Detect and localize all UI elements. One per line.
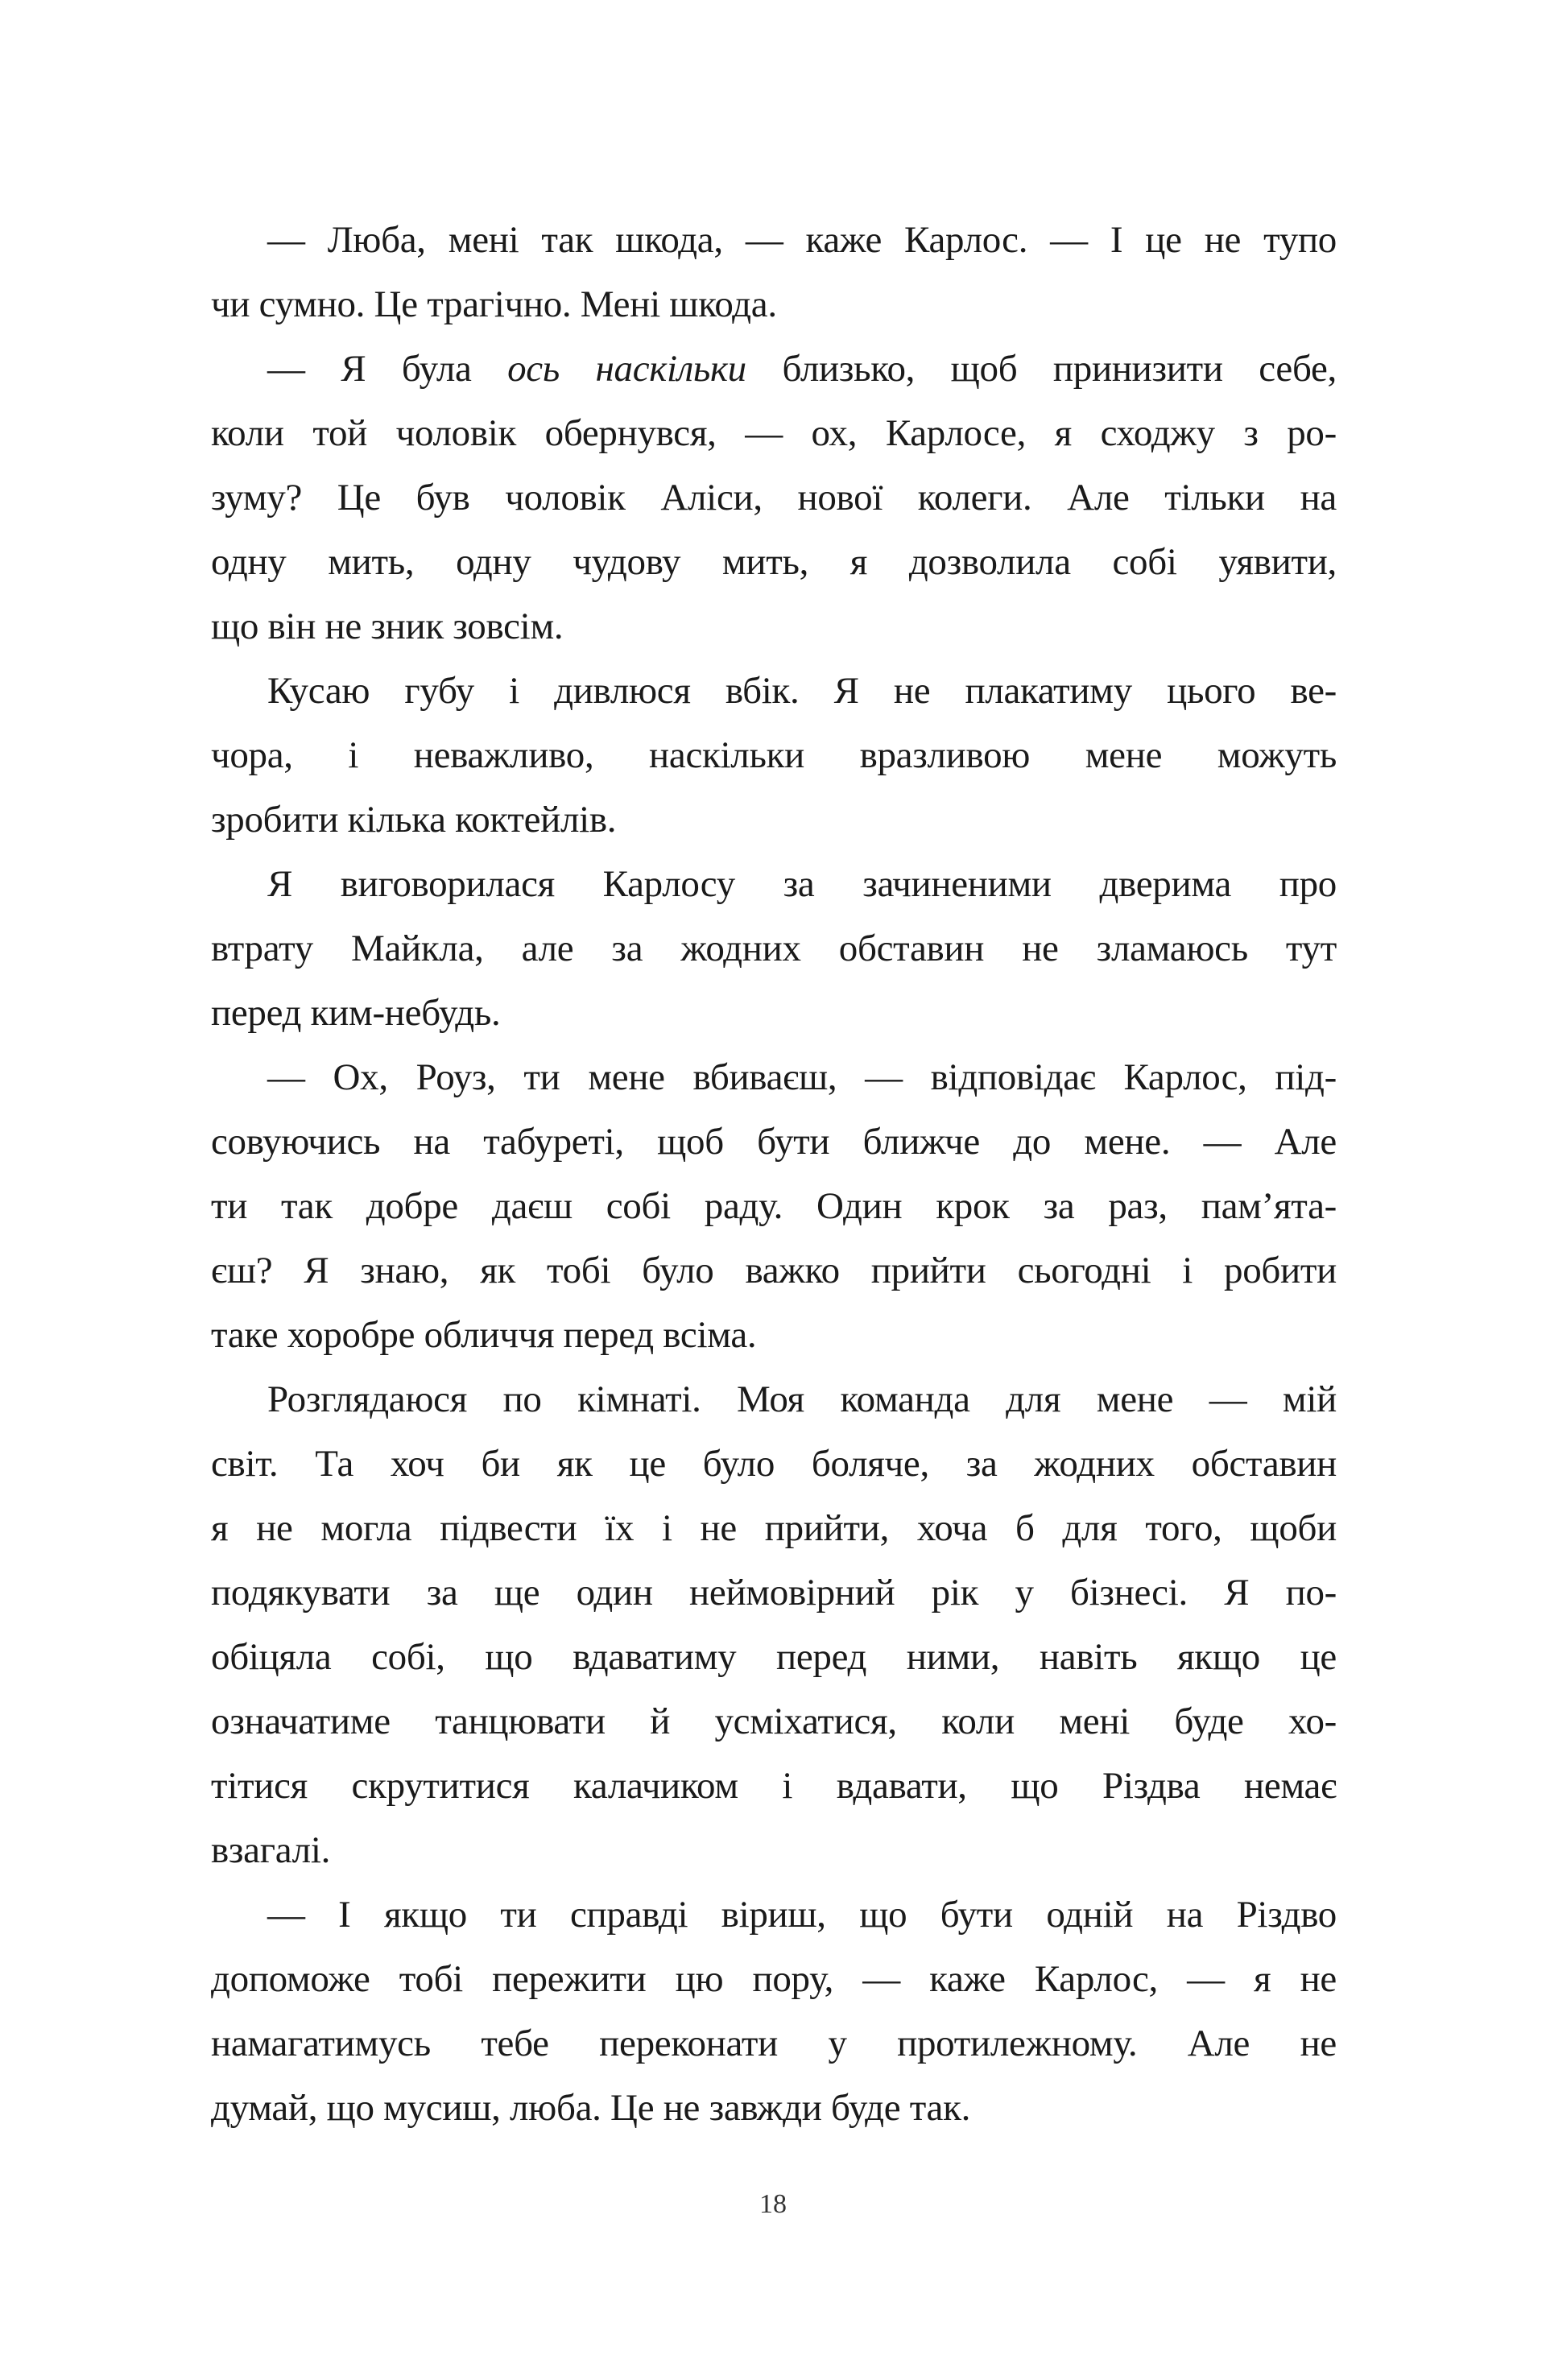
text-line: Кусаю губу і дивлюся вбік. Я не плакатиму цього ве-: [267, 670, 1337, 712]
text-line: допоможе тобі пережити цю пору, — каже Карлос, — я не: [211, 1958, 1337, 2000]
text-line: взагалі.: [211, 1829, 331, 1871]
text-line: чи сумно. Це трагічно. Мені шкода.: [211, 283, 777, 325]
text-span: — Я була: [267, 348, 508, 390]
text-line: таке хоробре обличчя перед всіма.: [211, 1314, 757, 1356]
italic-emphasis: ось наскільки: [507, 348, 746, 390]
text-line: означатиме танцювати й усміхатися, коли мені буде хо-: [211, 1700, 1337, 1742]
text-span: близько, щоб принизити себе,: [746, 348, 1337, 390]
text-line: зробити кілька коктейлів.: [211, 799, 617, 841]
text-line: втрату Майкла, але за жодних обставин не зламаюсь тут: [211, 928, 1337, 969]
text-line: — Ох, Роуз, ти мене вбиваєш, — відповідає Карлос, під-: [267, 1056, 1337, 1098]
text-line: одну мить, одну чудову мить, я дозволила собі уявити,: [211, 541, 1337, 583]
text-line: намагатимусь тебе переконати у протилежному. Але не: [211, 2023, 1337, 2064]
body-text: [211, 208, 1337, 2140]
page-number: 18: [759, 2189, 787, 2219]
text-line: подякувати за ще один неймовірний рік у бізнесі. Я по-: [211, 1572, 1337, 1614]
text-line: світ. Та хоч би як це було боляче, за жодних обставин: [211, 1443, 1337, 1485]
text-line: — Люба, мені так шкода, — каже Карлос. — І це не тупо: [267, 219, 1337, 261]
text-line: коли той чоловік обернувся, — ох, Карлосе, я сходжу з ро-: [211, 412, 1337, 454]
text-line: — І якщо ти справді віриш, що бути одній на Різдво: [267, 1894, 1337, 1936]
text-line: ти так добре даєш собі раду. Один крок за раз, пам’ята-: [211, 1185, 1337, 1227]
text-line: обіцяла собі, що вдаватиму перед ними, навіть якщо це: [211, 1636, 1337, 1678]
text-line: тітися скрутитися калачиком і вдавати, що Різдва немає: [211, 1765, 1337, 1807]
text-line: Розглядаюся по кімнаті. Моя команда для мене — мій: [267, 1378, 1337, 1420]
text-line: що він не зник зовсім.: [211, 605, 564, 647]
text-line: думай, що мусиш, люба. Це не завжди буде так.: [211, 2087, 971, 2129]
text-line: Я виговорилася Карлосу за зачиненими дверима про: [267, 863, 1337, 905]
text-line: я не могла підвести їх і не прийти, хоча б для того, щоби: [211, 1507, 1337, 1549]
text-line: чора, і неважливо, наскільки вразливою мене можуть: [211, 734, 1337, 776]
text-line: зуму? Це був чоловік Аліси, нової колеги. Але тільки на: [211, 477, 1337, 519]
text-line: [211, 337, 1337, 401]
text-line: совуючись на табуреті, щоб бути ближче до мене. — Але: [211, 1121, 1337, 1163]
text-line: перед ким-небудь.: [211, 992, 501, 1034]
text-line: єш? Я знаю, як тобі було важко прийти сьогодні і робити: [211, 1250, 1337, 1291]
